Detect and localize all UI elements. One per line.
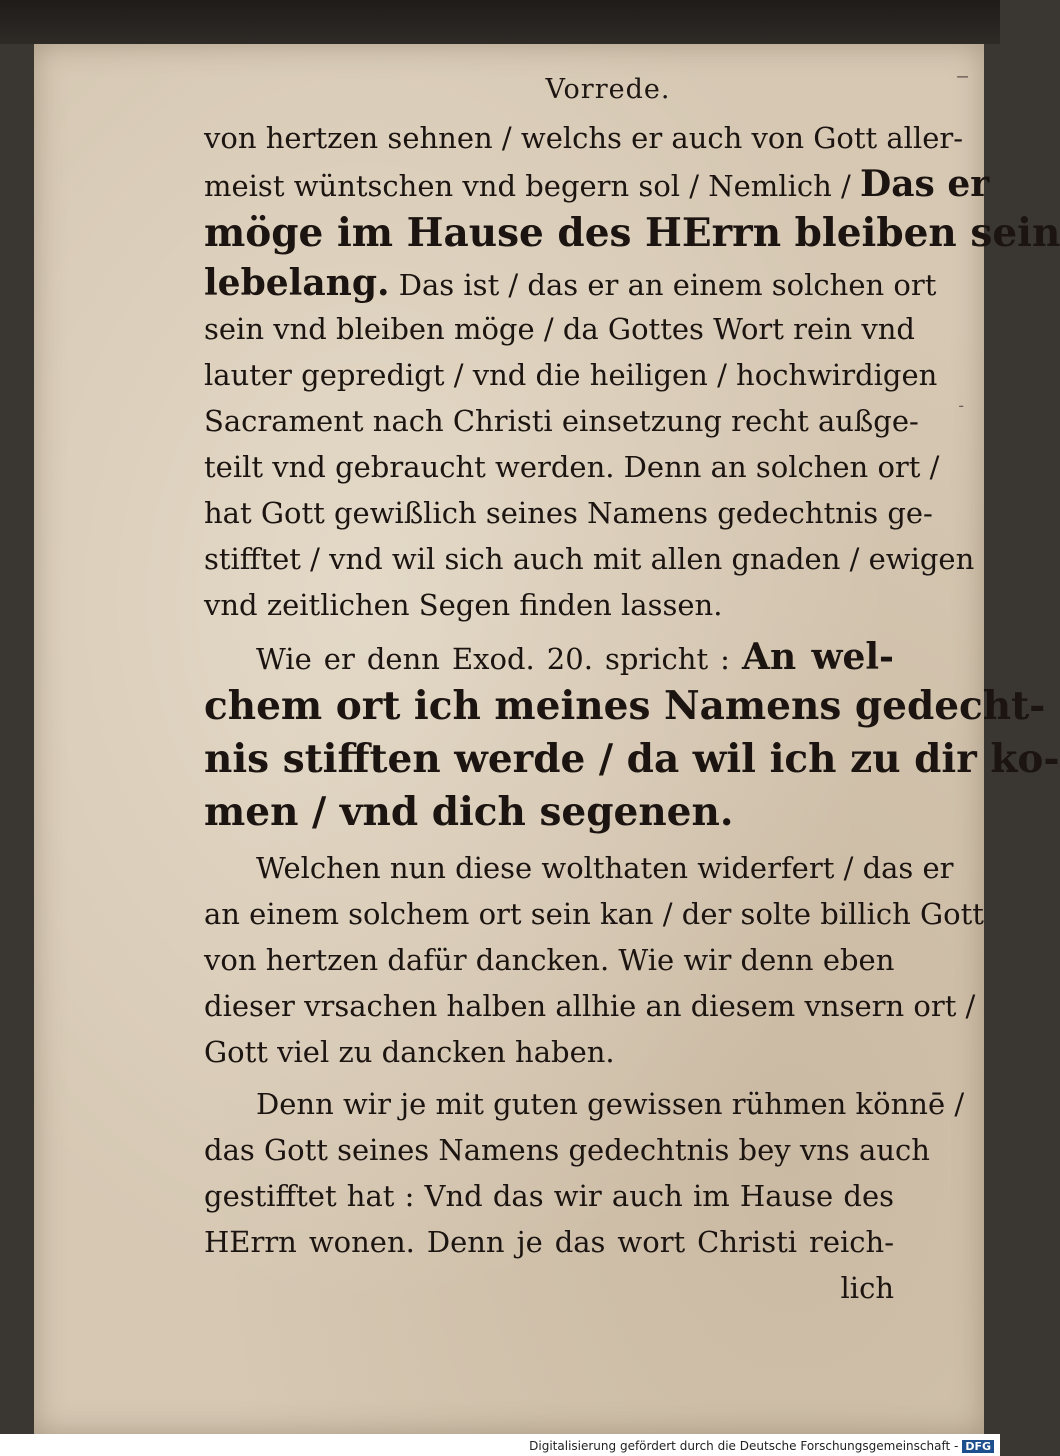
page-edge-mark: —	[957, 66, 968, 87]
text-line	[204, 115, 964, 161]
line-text: Wie er denn Exod. 20. spricht :	[256, 642, 743, 676]
line-text: von hertzen sehnen / welchs er auch von Gott aller-	[204, 121, 964, 155]
running-head-text: Vorrede.	[545, 74, 671, 105]
footer-bar	[0, 1434, 1000, 1456]
line-text: hat Gott gewißlich seines Namens gedechtnis ge-	[204, 496, 933, 530]
text-line	[204, 352, 938, 398]
dfg-logo: DFG	[962, 1440, 994, 1453]
line-text: Das ist / das er an einem solchen ort	[389, 268, 937, 302]
text-line	[204, 680, 1046, 733]
text-line	[204, 490, 933, 536]
line-text: möge im Hause des HErrn bleiben sein	[204, 210, 1060, 256]
text-line	[204, 733, 1060, 786]
text-line	[204, 260, 937, 306]
line-text: sein vnd bleiben möge / da Gottes Wort rein vnd	[204, 312, 915, 346]
line-text: chem ort ich meines Namens gedecht-	[204, 683, 1046, 729]
page-edge-mark-secondary: -	[956, 396, 966, 415]
text-line	[204, 1081, 965, 1127]
text-line	[204, 444, 940, 490]
text-line	[204, 398, 919, 444]
line-text: Denn wir je mit guten gewissen rühmen könnē /	[256, 1087, 965, 1121]
text-line	[204, 1173, 894, 1219]
text-line	[204, 582, 894, 628]
line-text: Welchen nun diese wolthaten widerfert / das er	[256, 851, 954, 885]
line-text: an einem solchem ort sein kan / der solte billich Gott	[204, 897, 984, 931]
scanner-mat-top	[0, 0, 1000, 44]
line-text: von hertzen dafür dancken. Wie wir denn eben	[204, 943, 895, 977]
text-line	[204, 937, 894, 983]
line-text: gestifftet hat : Vnd das wir auch im Hause des	[204, 1179, 894, 1213]
emphasis-text: lebelang.	[204, 262, 390, 304]
line-text: das Gott seines Namens gedechtnis bey vns auch	[204, 1133, 930, 1167]
text-line	[204, 845, 954, 891]
text-line	[204, 536, 975, 582]
text-line	[204, 1219, 894, 1265]
text-line	[204, 1265, 894, 1311]
line-text: lauter gepredigt / vnd die heiligen / hochwirdigen	[204, 358, 938, 392]
footer-credit-text: Digitalisierung gefördert durch die Deutsche Forschungsgemeinschaft -	[529, 1439, 959, 1453]
emphasis-text: An wel-	[742, 636, 894, 678]
line-text: men / vnd dich segenen.	[204, 789, 734, 835]
emphasis-text: Das er	[859, 163, 990, 205]
footer-credit	[529, 1439, 994, 1453]
text-line	[204, 1127, 930, 1173]
text-line	[204, 207, 1060, 260]
line-text: Gott viel zu dancken haben.	[204, 1035, 615, 1069]
text-line	[204, 161, 990, 207]
text-line	[204, 786, 894, 839]
text-line	[204, 891, 984, 937]
line-text: nis stifften werde / da wil ich zu dir ko-	[204, 736, 1060, 782]
line-text: lich	[840, 1271, 894, 1305]
line-text: Sacrament nach Christi einsetzung recht außge-	[204, 404, 919, 438]
line-text: dieser vrsachen halben allhie an diesem vnsern ort /	[204, 989, 976, 1023]
text-line	[204, 306, 915, 352]
text-line	[204, 634, 894, 680]
text-block	[204, 115, 1060, 1311]
line-text: teilt vnd gebraucht werden. Denn an solchen ort /	[204, 450, 940, 484]
line-text: vnd zeitlichen Segen finden lassen.	[204, 588, 723, 622]
line-text: meist wüntschen vnd begern sol / Nemlich /	[204, 169, 860, 203]
text-line	[204, 1029, 894, 1075]
text-line	[204, 983, 976, 1029]
line-text: HErrn wonen. Denn je das wort Christi reich-	[204, 1225, 894, 1259]
running-head	[0, 74, 1000, 105]
line-text: stifftet / vnd wil sich auch mit allen gnaden / ewigen	[204, 542, 975, 576]
